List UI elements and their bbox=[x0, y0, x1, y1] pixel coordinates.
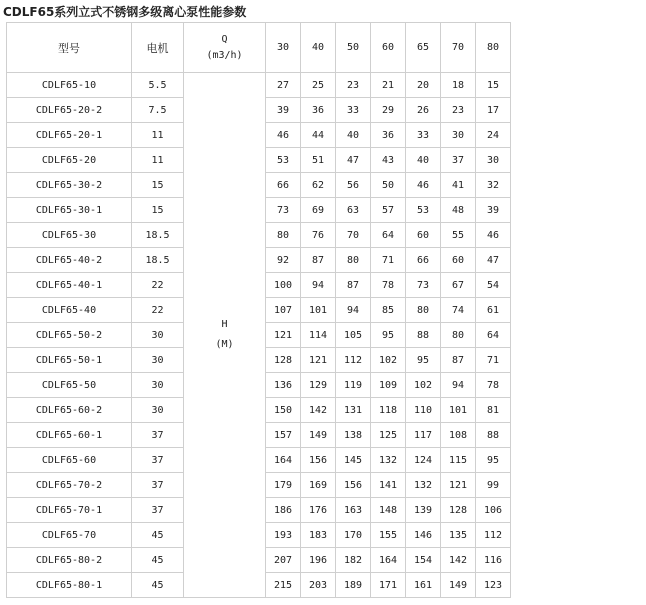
head-value-cell: 132 bbox=[371, 448, 406, 473]
head-value-cell: 95 bbox=[406, 348, 441, 373]
head-value-cell: 139 bbox=[406, 498, 441, 523]
head-value-cell: 71 bbox=[476, 348, 511, 373]
head-value-cell: 18 bbox=[441, 73, 476, 98]
head-value-cell: 157 bbox=[266, 423, 301, 448]
head-value-cell: 161 bbox=[406, 573, 441, 598]
motor-cell: 30 bbox=[132, 323, 184, 348]
head-value-cell: 20 bbox=[406, 73, 441, 98]
head-value-cell: 60 bbox=[406, 223, 441, 248]
head-value-cell: 64 bbox=[371, 223, 406, 248]
head-value-cell: 37 bbox=[441, 148, 476, 173]
head-value-cell: 23 bbox=[336, 73, 371, 98]
head-value-cell: 176 bbox=[301, 498, 336, 523]
motor-cell: 15 bbox=[132, 173, 184, 198]
head-value-cell: 128 bbox=[266, 348, 301, 373]
model-cell: CDLF65-50-2 bbox=[7, 323, 132, 348]
header-q-label: Q bbox=[221, 33, 228, 45]
head-value-cell: 46 bbox=[476, 223, 511, 248]
head-value-cell: 40 bbox=[336, 123, 371, 148]
head-value-cell: 21 bbox=[371, 73, 406, 98]
head-value-cell: 15 bbox=[476, 73, 511, 98]
head-value-cell: 124 bbox=[406, 448, 441, 473]
head-value-cell: 196 bbox=[301, 548, 336, 573]
motor-cell: 22 bbox=[132, 298, 184, 323]
motor-cell: 30 bbox=[132, 348, 184, 373]
head-label: H bbox=[221, 319, 228, 330]
head-value-cell: 148 bbox=[371, 498, 406, 523]
head-value-cell: 17 bbox=[476, 98, 511, 123]
head-value-cell: 61 bbox=[476, 298, 511, 323]
head-label-cell bbox=[184, 73, 266, 598]
head-value-cell: 149 bbox=[301, 423, 336, 448]
head-value-cell: 203 bbox=[301, 573, 336, 598]
head-value-cell: 33 bbox=[406, 123, 441, 148]
header-flow: 50 bbox=[336, 23, 371, 73]
head-value-cell: 112 bbox=[336, 348, 371, 373]
model-cell: CDLF65-10 bbox=[7, 73, 132, 98]
head-value-cell: 117 bbox=[406, 423, 441, 448]
head-value-cell: 207 bbox=[266, 548, 301, 573]
head-value-cell: 123 bbox=[476, 573, 511, 598]
model-cell: CDLF65-60-1 bbox=[7, 423, 132, 448]
head-value-cell: 53 bbox=[266, 148, 301, 173]
header-model: 型号 bbox=[7, 23, 132, 73]
motor-cell: 22 bbox=[132, 273, 184, 298]
head-value-cell: 183 bbox=[301, 523, 336, 548]
head-value-cell: 146 bbox=[406, 523, 441, 548]
head-value-cell: 186 bbox=[266, 498, 301, 523]
head-value-cell: 25 bbox=[301, 73, 336, 98]
head-value-cell: 64 bbox=[476, 323, 511, 348]
head-value-cell: 107 bbox=[266, 298, 301, 323]
motor-cell: 45 bbox=[132, 548, 184, 573]
head-value-cell: 30 bbox=[476, 148, 511, 173]
head-value-cell: 88 bbox=[476, 423, 511, 448]
head-value-cell: 29 bbox=[371, 98, 406, 123]
head-value-cell: 51 bbox=[301, 148, 336, 173]
model-cell: CDLF65-20-2 bbox=[7, 98, 132, 123]
head-value-cell: 74 bbox=[441, 298, 476, 323]
model-cell: CDLF65-60-2 bbox=[7, 398, 132, 423]
head-value-cell: 136 bbox=[266, 373, 301, 398]
model-cell: CDLF65-30-2 bbox=[7, 173, 132, 198]
head-value-cell: 88 bbox=[406, 323, 441, 348]
head-value-cell: 182 bbox=[336, 548, 371, 573]
head-value-cell: 121 bbox=[301, 348, 336, 373]
head-value-cell: 215 bbox=[266, 573, 301, 598]
motor-cell: 7.5 bbox=[132, 98, 184, 123]
head-value-cell: 110 bbox=[406, 398, 441, 423]
head-value-cell: 164 bbox=[266, 448, 301, 473]
head-value-cell: 156 bbox=[301, 448, 336, 473]
head-value-cell: 23 bbox=[441, 98, 476, 123]
head-value-cell: 36 bbox=[301, 98, 336, 123]
head-value-cell: 101 bbox=[301, 298, 336, 323]
header-q bbox=[184, 23, 266, 73]
header-q-unit: (m3/h) bbox=[206, 49, 243, 61]
head-value-cell: 156 bbox=[336, 473, 371, 498]
header-row bbox=[7, 23, 511, 73]
head-value-cell: 46 bbox=[406, 173, 441, 198]
motor-cell: 15 bbox=[132, 198, 184, 223]
head-value-cell: 60 bbox=[441, 248, 476, 273]
head-value-cell: 112 bbox=[476, 523, 511, 548]
head-value-cell: 105 bbox=[336, 323, 371, 348]
head-value-cell: 163 bbox=[336, 498, 371, 523]
header-motor: 电机 bbox=[132, 23, 184, 73]
head-value-cell: 46 bbox=[266, 123, 301, 148]
motor-cell: 18.5 bbox=[132, 248, 184, 273]
table-row bbox=[7, 73, 511, 98]
head-value-cell: 121 bbox=[441, 473, 476, 498]
head-value-cell: 26 bbox=[406, 98, 441, 123]
head-value-cell: 73 bbox=[266, 198, 301, 223]
model-cell: CDLF65-70 bbox=[7, 523, 132, 548]
head-value-cell: 94 bbox=[301, 273, 336, 298]
head-value-cell: 95 bbox=[371, 323, 406, 348]
motor-cell: 18.5 bbox=[132, 223, 184, 248]
model-cell: CDLF65-80-2 bbox=[7, 548, 132, 573]
head-value-cell: 128 bbox=[441, 498, 476, 523]
head-value-cell: 47 bbox=[476, 248, 511, 273]
model-cell: CDLF65-20-1 bbox=[7, 123, 132, 148]
head-value-cell: 135 bbox=[441, 523, 476, 548]
motor-cell: 37 bbox=[132, 498, 184, 523]
model-cell: CDLF65-50-1 bbox=[7, 348, 132, 373]
head-value-cell: 100 bbox=[266, 273, 301, 298]
head-value-cell: 67 bbox=[441, 273, 476, 298]
head-value-cell: 116 bbox=[476, 548, 511, 573]
head-value-cell: 154 bbox=[406, 548, 441, 573]
head-value-cell: 150 bbox=[266, 398, 301, 423]
head-value-cell: 109 bbox=[371, 373, 406, 398]
head-value-cell: 87 bbox=[301, 248, 336, 273]
motor-cell: 5.5 bbox=[132, 73, 184, 98]
head-value-cell: 81 bbox=[476, 398, 511, 423]
head-value-cell: 63 bbox=[336, 198, 371, 223]
motor-cell: 37 bbox=[132, 423, 184, 448]
head-value-cell: 102 bbox=[371, 348, 406, 373]
head-value-cell: 76 bbox=[301, 223, 336, 248]
model-cell: CDLF65-70-1 bbox=[7, 498, 132, 523]
head-value-cell: 66 bbox=[406, 248, 441, 273]
head-value-cell: 141 bbox=[371, 473, 406, 498]
head-value-cell: 118 bbox=[371, 398, 406, 423]
head-value-cell: 43 bbox=[371, 148, 406, 173]
model-cell: CDLF65-40-1 bbox=[7, 273, 132, 298]
model-cell: CDLF65-40-2 bbox=[7, 248, 132, 273]
head-value-cell: 114 bbox=[301, 323, 336, 348]
header-flow: 65 bbox=[406, 23, 441, 73]
head-value-cell: 69 bbox=[301, 198, 336, 223]
head-value-cell: 80 bbox=[406, 298, 441, 323]
head-value-cell: 50 bbox=[371, 173, 406, 198]
head-value-cell: 78 bbox=[476, 373, 511, 398]
head-value-cell: 171 bbox=[371, 573, 406, 598]
head-value-cell: 57 bbox=[371, 198, 406, 223]
head-value-cell: 193 bbox=[266, 523, 301, 548]
head-value-cell: 129 bbox=[301, 373, 336, 398]
motor-cell: 37 bbox=[132, 448, 184, 473]
head-value-cell: 56 bbox=[336, 173, 371, 198]
motor-cell: 30 bbox=[132, 398, 184, 423]
header-flow: 60 bbox=[371, 23, 406, 73]
model-cell: CDLF65-30 bbox=[7, 223, 132, 248]
head-value-cell: 155 bbox=[371, 523, 406, 548]
head-value-cell: 70 bbox=[336, 223, 371, 248]
model-cell: CDLF65-30-1 bbox=[7, 198, 132, 223]
model-cell: CDLF65-80-1 bbox=[7, 573, 132, 598]
motor-cell: 30 bbox=[132, 373, 184, 398]
head-value-cell: 53 bbox=[406, 198, 441, 223]
head-value-cell: 189 bbox=[336, 573, 371, 598]
model-cell: CDLF65-50 bbox=[7, 373, 132, 398]
motor-cell: 45 bbox=[132, 573, 184, 598]
head-value-cell: 78 bbox=[371, 273, 406, 298]
head-value-cell: 44 bbox=[301, 123, 336, 148]
model-cell: CDLF65-40 bbox=[7, 298, 132, 323]
head-value-cell: 179 bbox=[266, 473, 301, 498]
head-value-cell: 131 bbox=[336, 398, 371, 423]
head-unit: (M) bbox=[215, 339, 234, 350]
head-value-cell: 48 bbox=[441, 198, 476, 223]
motor-cell: 11 bbox=[132, 123, 184, 148]
head-value-cell: 85 bbox=[371, 298, 406, 323]
head-value-cell: 66 bbox=[266, 173, 301, 198]
head-value-cell: 71 bbox=[371, 248, 406, 273]
header-flow: 80 bbox=[476, 23, 511, 73]
head-value-cell: 142 bbox=[441, 548, 476, 573]
motor-cell: 37 bbox=[132, 473, 184, 498]
head-value-cell: 39 bbox=[476, 198, 511, 223]
head-value-cell: 149 bbox=[441, 573, 476, 598]
model-cell: CDLF65-20 bbox=[7, 148, 132, 173]
head-value-cell: 24 bbox=[476, 123, 511, 148]
head-value-cell: 94 bbox=[441, 373, 476, 398]
header-flow: 70 bbox=[441, 23, 476, 73]
head-value-cell: 33 bbox=[336, 98, 371, 123]
head-value-cell: 95 bbox=[476, 448, 511, 473]
head-value-cell: 47 bbox=[336, 148, 371, 173]
head-value-cell: 73 bbox=[406, 273, 441, 298]
head-value-cell: 87 bbox=[441, 348, 476, 373]
head-value-cell: 41 bbox=[441, 173, 476, 198]
header-flow: 40 bbox=[301, 23, 336, 73]
head-value-cell: 94 bbox=[336, 298, 371, 323]
head-value-cell: 169 bbox=[301, 473, 336, 498]
head-value-cell: 55 bbox=[441, 223, 476, 248]
head-value-cell: 142 bbox=[301, 398, 336, 423]
head-value-cell: 164 bbox=[371, 548, 406, 573]
head-value-cell: 145 bbox=[336, 448, 371, 473]
head-value-cell: 54 bbox=[476, 273, 511, 298]
page-title: CDLF65系列立式不锈钢多级离心泵性能参数 bbox=[3, 5, 247, 19]
head-value-cell: 80 bbox=[441, 323, 476, 348]
head-value-cell: 40 bbox=[406, 148, 441, 173]
head-value-cell: 115 bbox=[441, 448, 476, 473]
head-value-cell: 87 bbox=[336, 273, 371, 298]
header-flow: 30 bbox=[266, 23, 301, 73]
performance-table bbox=[6, 22, 511, 598]
head-value-cell: 62 bbox=[301, 173, 336, 198]
head-value-cell: 80 bbox=[336, 248, 371, 273]
model-cell: CDLF65-70-2 bbox=[7, 473, 132, 498]
head-value-cell: 80 bbox=[266, 223, 301, 248]
head-value-cell: 101 bbox=[441, 398, 476, 423]
head-value-cell: 138 bbox=[336, 423, 371, 448]
motor-cell: 11 bbox=[132, 148, 184, 173]
head-value-cell: 36 bbox=[371, 123, 406, 148]
motor-cell: 45 bbox=[132, 523, 184, 548]
head-value-cell: 27 bbox=[266, 73, 301, 98]
head-value-cell: 102 bbox=[406, 373, 441, 398]
head-value-cell: 132 bbox=[406, 473, 441, 498]
head-value-cell: 30 bbox=[441, 123, 476, 148]
head-value-cell: 108 bbox=[441, 423, 476, 448]
head-value-cell: 39 bbox=[266, 98, 301, 123]
head-value-cell: 99 bbox=[476, 473, 511, 498]
head-value-cell: 92 bbox=[266, 248, 301, 273]
head-value-cell: 32 bbox=[476, 173, 511, 198]
head-value-cell: 170 bbox=[336, 523, 371, 548]
head-value-cell: 106 bbox=[476, 498, 511, 523]
head-value-cell: 121 bbox=[266, 323, 301, 348]
head-value-cell: 125 bbox=[371, 423, 406, 448]
model-cell: CDLF65-60 bbox=[7, 448, 132, 473]
head-value-cell: 119 bbox=[336, 373, 371, 398]
